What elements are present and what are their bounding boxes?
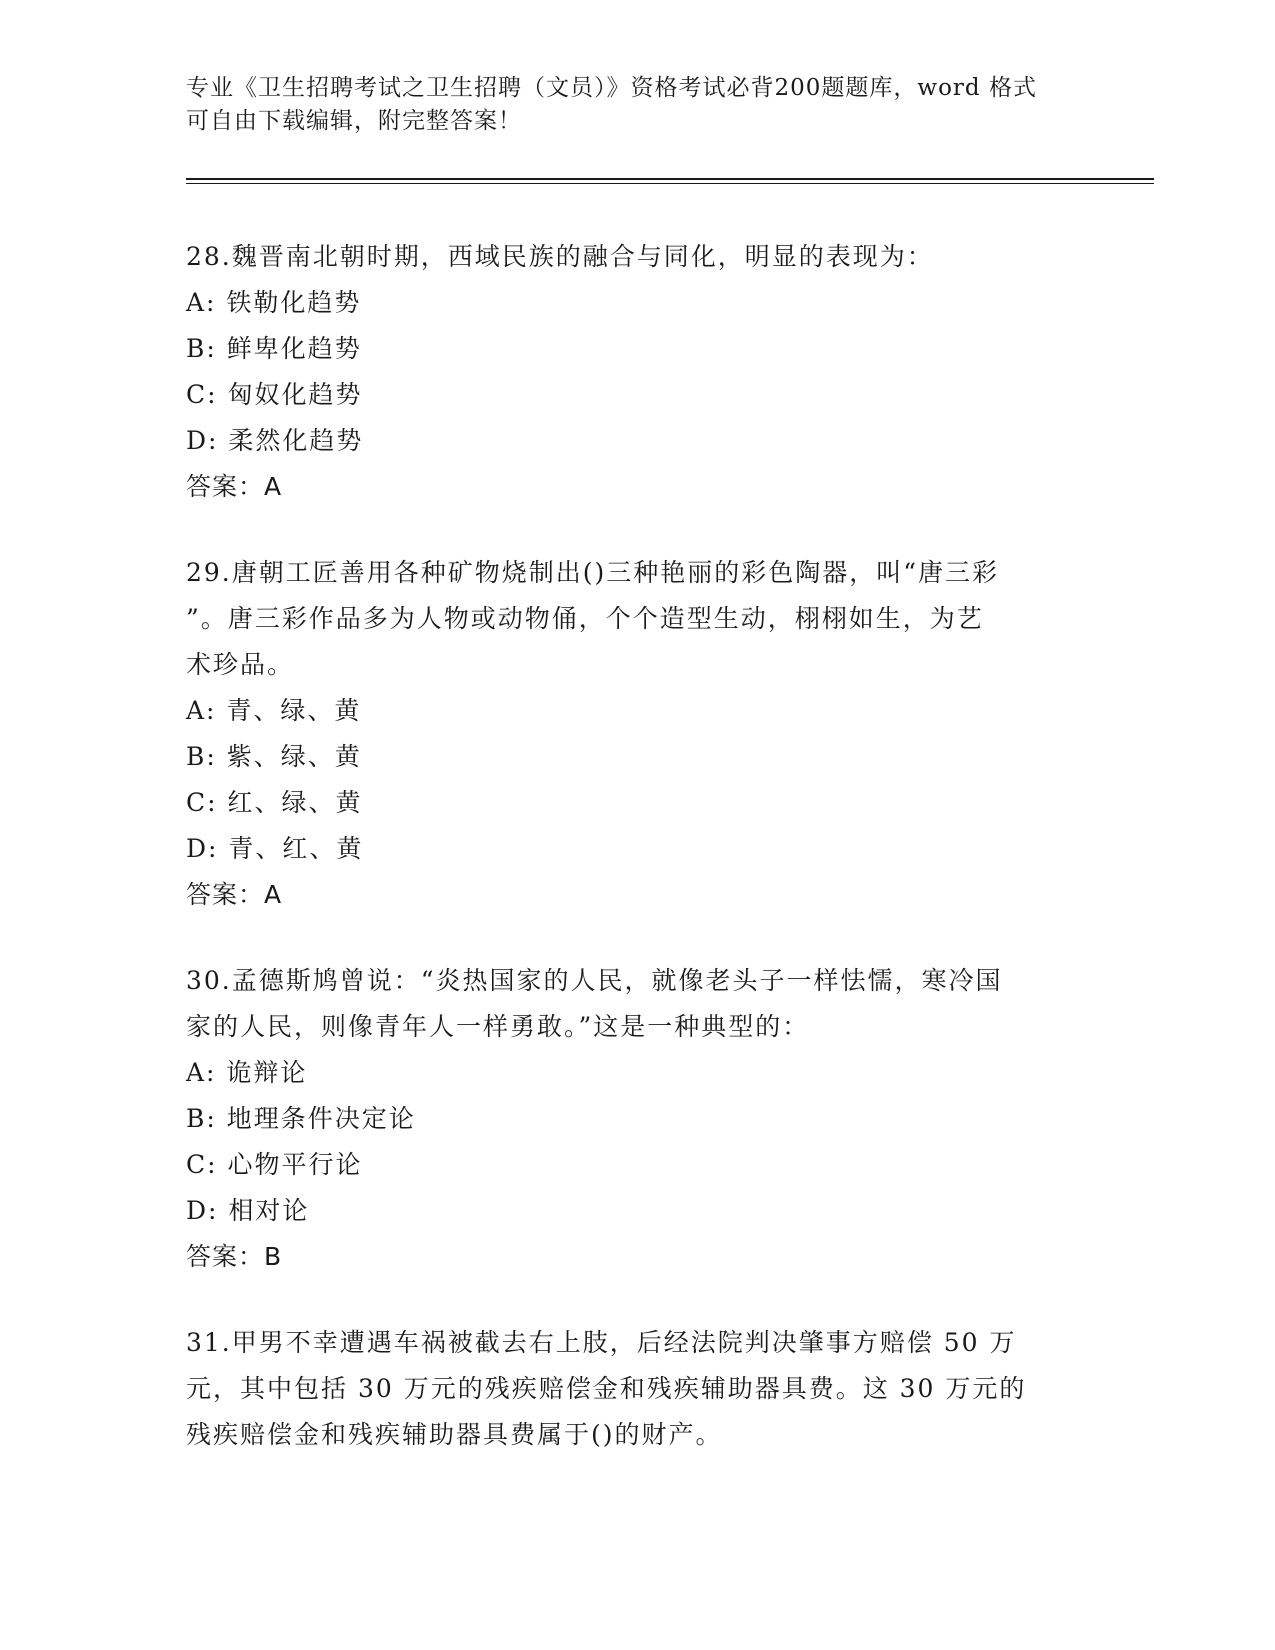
question-stem-line-1: 30.孟德斯鸠曾说：“炎热国家的人民，就像老头子一样怯懦，寒冷国 bbox=[186, 966, 1003, 995]
header-line-2: 可自由下载编辑，附完整答案！ bbox=[186, 108, 522, 134]
question-31 bbox=[186, 1320, 1076, 1458]
option-b: B: 地理条件决定论 bbox=[186, 1104, 416, 1133]
question-29 bbox=[186, 550, 1076, 918]
question-stem-line-2: ”。唐三彩作品多为人物或动物俑，个个造型生动，栩栩如生，为艺 bbox=[186, 604, 984, 633]
header-line-1: 专业《卫生招聘考试之卫生招聘（文员）》资格考试必背200题题库，word 格式 bbox=[186, 75, 1037, 101]
option-a: A: 青、绿、黄 bbox=[186, 696, 362, 725]
question-stem-line-1: 31.甲男不幸遭遇车祸被截去右上肢，后经法院判决肇事方赔偿 50 万 bbox=[186, 1328, 1017, 1357]
question-stem-line-3: 残疾赔偿金和残疾辅助器具费属于()的财产。 bbox=[186, 1420, 723, 1449]
question-28 bbox=[186, 234, 1076, 510]
answer: 答案：A bbox=[186, 472, 283, 501]
question-30 bbox=[186, 958, 1076, 1280]
answer: 答案：B bbox=[186, 1242, 283, 1271]
question-list bbox=[186, 234, 1076, 1498]
question-stem-line-1: 29.唐朝工匠善用各种矿物烧制出()三种艳丽的彩色陶器，叫“唐三彩 bbox=[186, 558, 1000, 587]
header-divider-thin bbox=[186, 183, 1154, 184]
document-header bbox=[186, 72, 1066, 138]
question-stem: 28.魏晋南北朝时期，西域民族的融合与同化，明显的表现为： bbox=[186, 242, 934, 271]
question-stem-line-2: 家的人民，则像青年人一样勇敢。”这是一种典型的： bbox=[186, 1012, 810, 1041]
option-a: A: 铁勒化趋势 bbox=[186, 288, 362, 317]
option-c: C: 心物平行论 bbox=[186, 1150, 363, 1179]
header-divider-thick bbox=[186, 178, 1154, 180]
option-d: D: 相对论 bbox=[186, 1196, 310, 1225]
option-c: C: 红、绿、黄 bbox=[186, 788, 363, 817]
option-a: A: 诡辩论 bbox=[186, 1058, 308, 1087]
option-c: C: 匈奴化趋势 bbox=[186, 380, 363, 409]
option-b: B: 紫、绿、黄 bbox=[186, 742, 362, 771]
question-stem-line-2: 元，其中包括 30 万元的残疾赔偿金和残疾辅助器具费。这 30 万元的 bbox=[186, 1374, 1027, 1403]
option-b: B: 鲜卑化趋势 bbox=[186, 334, 362, 363]
answer: 答案：A bbox=[186, 880, 283, 909]
option-d: D: 青、红、黄 bbox=[186, 834, 364, 863]
option-d: D: 柔然化趋势 bbox=[186, 426, 364, 455]
question-stem-line-3: 术珍品。 bbox=[186, 650, 295, 679]
